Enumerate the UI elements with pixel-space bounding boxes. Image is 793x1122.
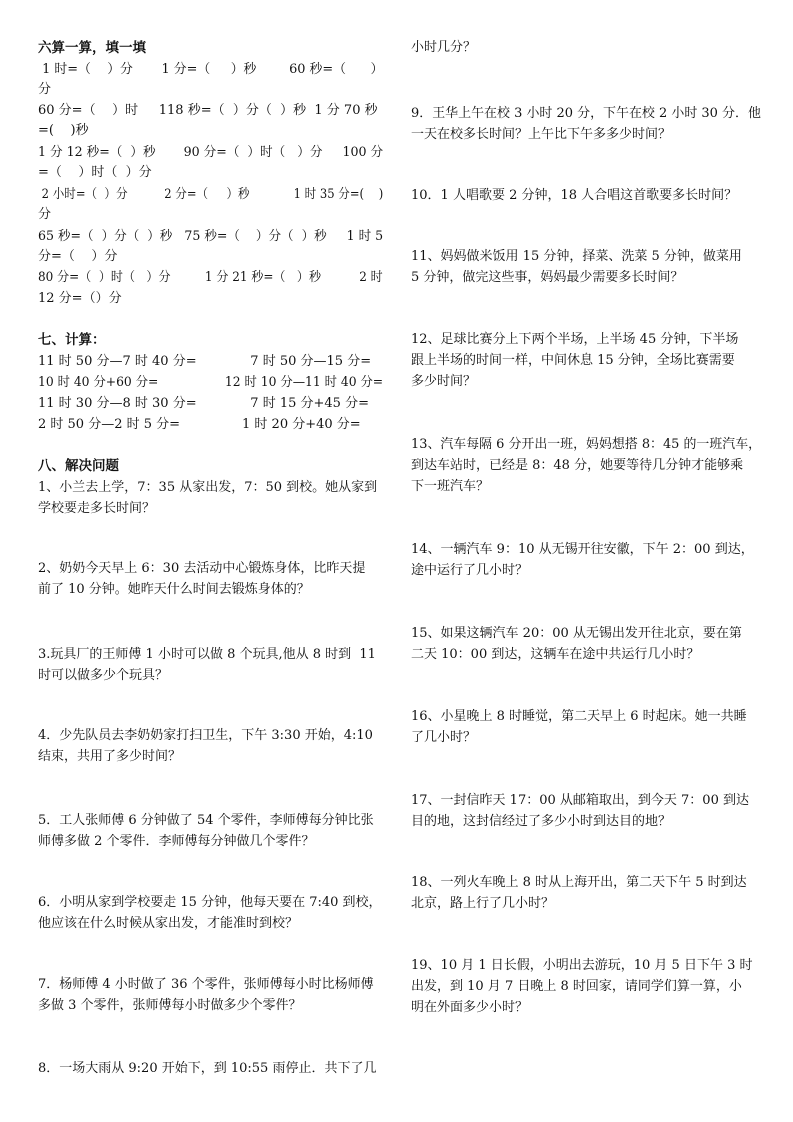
calc-line: 11 时 30 分—8 时 30 分= 7 时 15 分+45 分= [38,396,369,411]
problem-13-line: 下一班汽车？ [411,479,490,494]
problem-17-line: 17、一封信昨天 17：00 从邮箱取出，到今天 7：00 到达 [411,793,749,808]
section-seven-title: 七、计算： [38,332,106,348]
problem-9-line: 一天在校多长时间？上午比下午多多少时间？ [411,127,672,142]
section-six-title: 六算一算，填一填 [38,40,146,56]
problem-18-line: 18、一列火车晚上 8 时从上海开出，第二天下午 5 时到达 [411,875,747,890]
fill-line: =（ ）时（ ）分 [38,165,152,180]
problem-3-line: 3.玩具厂的王师傅 1 小时可以做 8 个玩具,他从 8 时到 11 [38,647,376,662]
problem-13-line: 到达车站时，已经是 8：48 分，她要等待几分钟才能够乘 [411,458,744,473]
problem-8-line: 8．一场大雨从 9:20 开始下，到 10:55 雨停止．共下了几 [38,1061,377,1076]
fill-line: 1 时=（ ）分 1 分=（ ）秒 60 秒=（ ） [38,62,384,77]
problem-11-line: 5 分钟，做完这些事，妈妈最少需要多长时间？ [411,270,684,285]
problem-10-line: 10．1 人唱歌要 2 分钟，18 人合唱这首歌要多长时间？ [411,188,738,203]
problem-2-line: 2、奶奶今天早上 6：30 去活动中心锻炼身体，比昨天提 [38,561,366,576]
calc-line: 11 时 50 分—7 时 40 分= 7 时 50 分—15 分= [38,354,372,369]
problem-4-line: 4．少先队员去李奶奶家打扫卫生，下午 3:30 开始，4:10 [38,728,373,743]
problem-1-line: 1、小兰去上学，7：35 从家出发，7：50 到校。她从家到 [38,480,378,495]
problem-14-line: 14、一辆汽车 9：10 从无锡开往安徽，下午 2：00 到达， [411,542,754,557]
section-eight-title: 八、解决问题 [38,458,119,474]
problem-3-line: 时可以做多少个玩具？ [38,668,169,683]
problem-17-line: 目的地，这封信经过了多少小时到达目的地？ [411,814,672,829]
problem-7-line: 7．杨师傅 4 小时做了 36 个零件，张师傅每小时比杨师傅 [38,977,374,992]
problem-9-line: 9．王华上午在校 3 小时 20 分，下午在校 2 小时 30 分．他 [411,106,761,121]
fill-line: =( )秒 [38,123,89,138]
problem-19-line: 出发，到 10 月 7 日晚上 8 时回家，请同学们算一算，小 [411,979,742,994]
fill-line: 65 秒=（ ）分（ ）秒 75 秒=（ ）分（ ）秒 1 时 5 [38,229,384,244]
problem-4-line: 结束，共用了多少时间？ [38,749,182,764]
problem-15-line: 二天 10：00 到达，这辆车在途中共运行几小时？ [411,647,700,662]
fill-line: 分 [38,82,52,97]
problem-19-line: 19、10 月 1 日长假，小明出去游玩，10 月 5 日下午 3 时 [411,958,753,973]
problem-2-line: 前了 10 分钟。她昨天什么时间去锻炼身体的？ [38,582,310,597]
fill-line: 2 小时=（ ）分 2 分=（ ）秒 1 时 35 分=( ) [38,187,384,202]
fill-line: 60 分=（ ）时 118 秒=（ ）分（ ）秒 1 分 70 秒 [38,103,378,118]
problem-18-line: 北京，路上行了几小时？ [411,896,555,911]
problem-12-line: 12、足球比赛分上下两个半场，上半场 45 分钟，下半场 [411,332,739,347]
fill-line: 12 分=（）分 [38,291,122,306]
problem-5-line: 师傅多做 2 个零件．李师傅每分钟做几个零件？ [38,834,315,849]
problem-12-line: 跟上半场的时间一样，中间休息 15 分钟，全场比赛需要 [411,353,735,368]
calc-line: 2 时 50 分—2 时 5 分= 1 时 20 分+40 分= [38,417,361,432]
problem-14-line: 途中运行了几小时？ [411,563,529,578]
problem-19-line: 明在外面多少小时？ [411,1000,529,1015]
problem-1-line: 学校要走多长时间？ [38,501,156,516]
problem-5-line: 5．工人张师傅 6 分钟做了 54 个零件，李师傅每分钟比张 [38,813,374,828]
calc-line: 10 时 40 分+60 分= 12 时 10 分—11 时 40 分= [38,375,384,390]
problem-16-line: 16、小星晚上 8 时睡觉，第二天早上 6 时起床。她一共睡 [411,709,747,724]
problem-7-line: 多做 3 个零件，张师傅每小时做多少个零件？ [38,998,302,1013]
problem-6-line: 6．小明从家到学校要走 15 分钟，他每天要在 7:40 到校， [38,895,382,910]
problem-8-line: 小时几分？ [411,40,477,55]
problem-13-line: 13、汽车每隔 6 分开出一班，妈妈想搭 8：45 的一班汽车， [411,437,762,452]
fill-line: 1 分 12 秒=（ ）秒 90 分=（ ）时（ ）分 100 分 [38,145,384,160]
fill-line: 80 分=（ ）时（ ）分 1 分 21 秒=（ ）秒 2 时 [38,270,383,285]
problem-11-line: 11、妈妈做米饭用 15 分钟，择菜、洗菜 5 分钟，做菜用 [411,249,742,264]
problem-12-line: 多少时间？ [411,374,477,389]
fill-line: 分=（ ）分 [38,249,118,264]
problem-15-line: 15、如果这辆汽车 20：00 从无锡出发开往北京，要在第 [411,626,742,641]
problem-16-line: 了几小时？ [411,730,477,745]
fill-line: 分 [38,207,52,222]
problem-6-line: 他应该在什么时候从家出发，才能准时到校？ [38,916,299,931]
